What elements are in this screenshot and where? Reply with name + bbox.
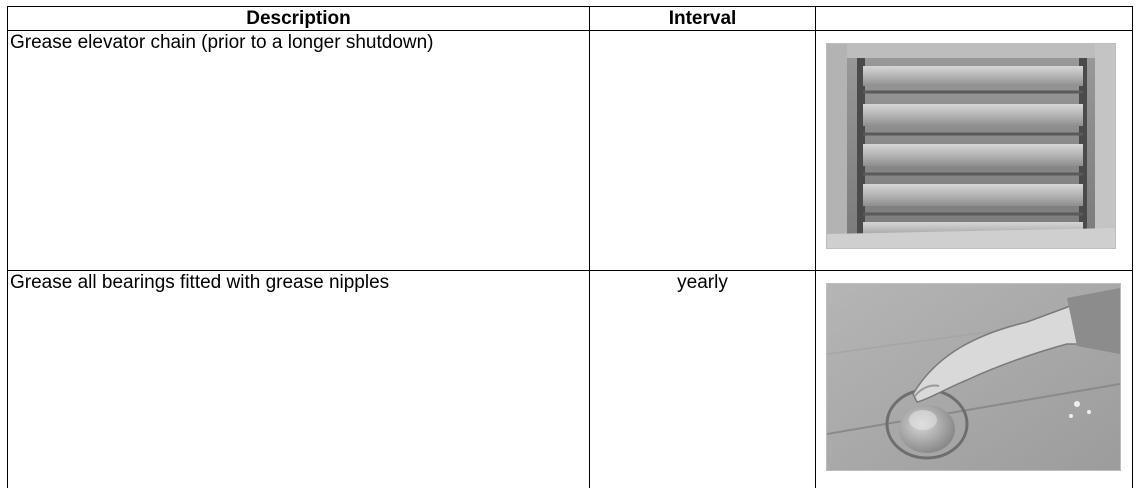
table-row <box>8 271 1133 488</box>
row-description: Grease all bearings fitted with grease nipples <box>8 271 590 488</box>
table-row <box>8 31 1133 271</box>
row-description: Grease elevator chain (prior to a longer shutdown) <box>8 31 590 271</box>
grease-nipple-photo <box>826 283 1121 471</box>
elevator-chain-photo <box>826 43 1116 249</box>
header-interval: Interval <box>590 7 816 31</box>
table-header-row <box>8 7 1133 31</box>
header-image <box>816 7 1133 31</box>
header-description: Description <box>8 7 590 31</box>
row-interval: yearly <box>590 271 816 488</box>
maintenance-table <box>7 6 1133 488</box>
row-image-cell <box>816 31 1133 271</box>
row-image-cell <box>816 271 1133 488</box>
row-interval <box>590 31 816 271</box>
